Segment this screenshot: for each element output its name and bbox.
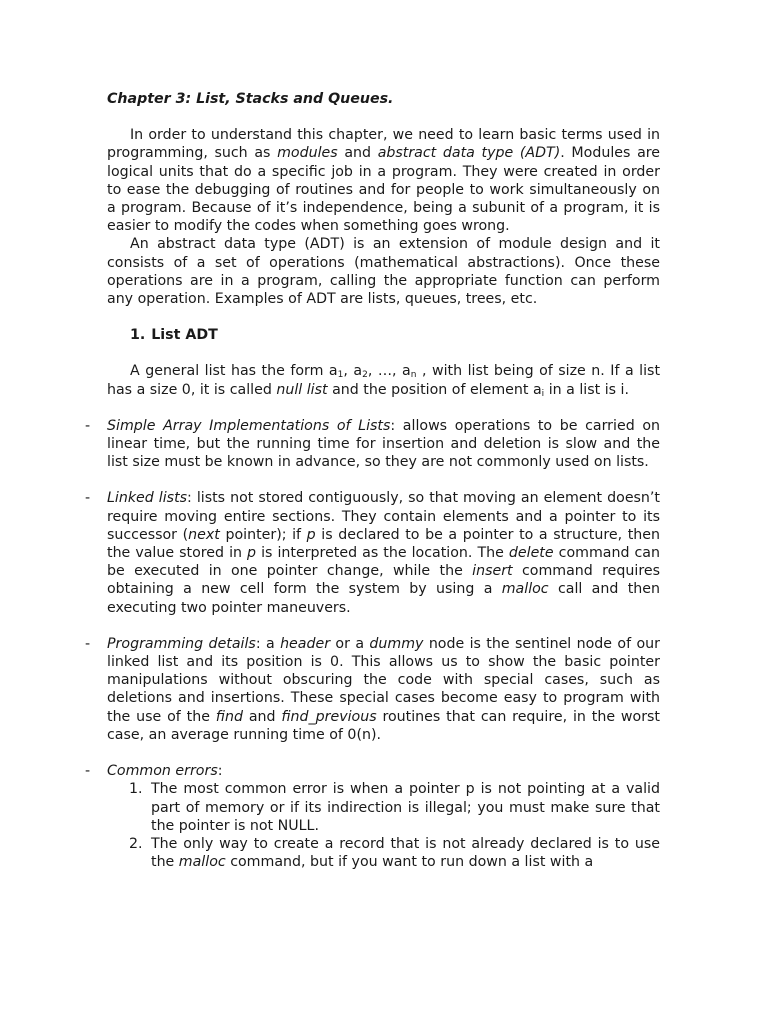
section-heading-list-adt: 1. List ADT bbox=[130, 327, 218, 344]
document-page bbox=[85, 90, 661, 871]
common-errors-list bbox=[107, 780, 660, 871]
bullet-programming-details: - Programming details: a header or a dummy node is the sentinel node of our linked list and its position is 0. This allows us to show the basic pointer manipulations without obscuring the code with special cases, such as deletions and insertions. These special cases become easy to program with the use of the find and find_previous routines that can require, in the worst case, an average running time of 0(n). bbox=[85, 635, 660, 743]
chapter-title: Chapter 3: List, Stacks and Queues. bbox=[107, 91, 394, 107]
intro-paragraph-2: An abstract data type (ADT) is an extension of module design and it consists of a set of operations (mathematical abstractions). Once these operations are in a program, calling the appropriate function can perform any operation. Examples of ADT are lists, queues, trees, etc. bbox=[107, 236, 660, 308]
bullet-linked-lists: - Linked lists: lists not stored contiguously, so that moving an element doesn’t require moving entire sections. They contain elements and a pointer to its successor (next pointer); if p is declared to be a pointer to a structure, then the value stored in p is interpreted as the location. The delete command can be executed in one pointer change, while the insert command requires obtaining a new cell form the system by using a malloc call and then executing two pointer maneuvers. bbox=[85, 490, 660, 616]
list-adt-paragraph: A general list has the form $a_1$, $a_2$, …, $a_n$ , with list being of size n. If a list has a size 0, it is called null list and the position of element $a_i$ in a list is i. bbox=[107, 363, 661, 399]
list-item: 2. The only way to create a record that is not already declared is to use the malloc command, but if you want to run down a list with a bbox=[129, 835, 660, 871]
list-item: 1. The most common error is when a pointer p is not pointing at a valid part of memory or if its indirection is illegal; you must make sure that the pointer is not NULL. bbox=[129, 781, 660, 834]
intro-paragraph-1: In order to understand this chapter, we need to learn basic terms used in programming, such as modules and abstract data type (ADT). Modules are logical units that do a specific job in a program. They were created in order to ease the debugging of routines and for people to work simultaneously on a program. Because of it’s independence, being a subunit of a program, it is easier to modify the codes when something goes wrong. bbox=[107, 127, 661, 235]
bullet-simple-array: - Simple Array Implementations of Lists: allows operations to be carried on linear time, but the running time for insertion and deletion is slow and the list size must be known in advance, so they are not commonly used on lists. bbox=[85, 417, 661, 471]
bullet-common-errors: - Common errors: 1. The most common error is when a pointer p is not pointing at a valid part of memory or if its indirection is illegal; you must make sure that the pointer is not NULL. 2. The only way to create a record that is not already declared is to use the malloc command, but if you want to run down a list with a bbox=[85, 763, 660, 871]
